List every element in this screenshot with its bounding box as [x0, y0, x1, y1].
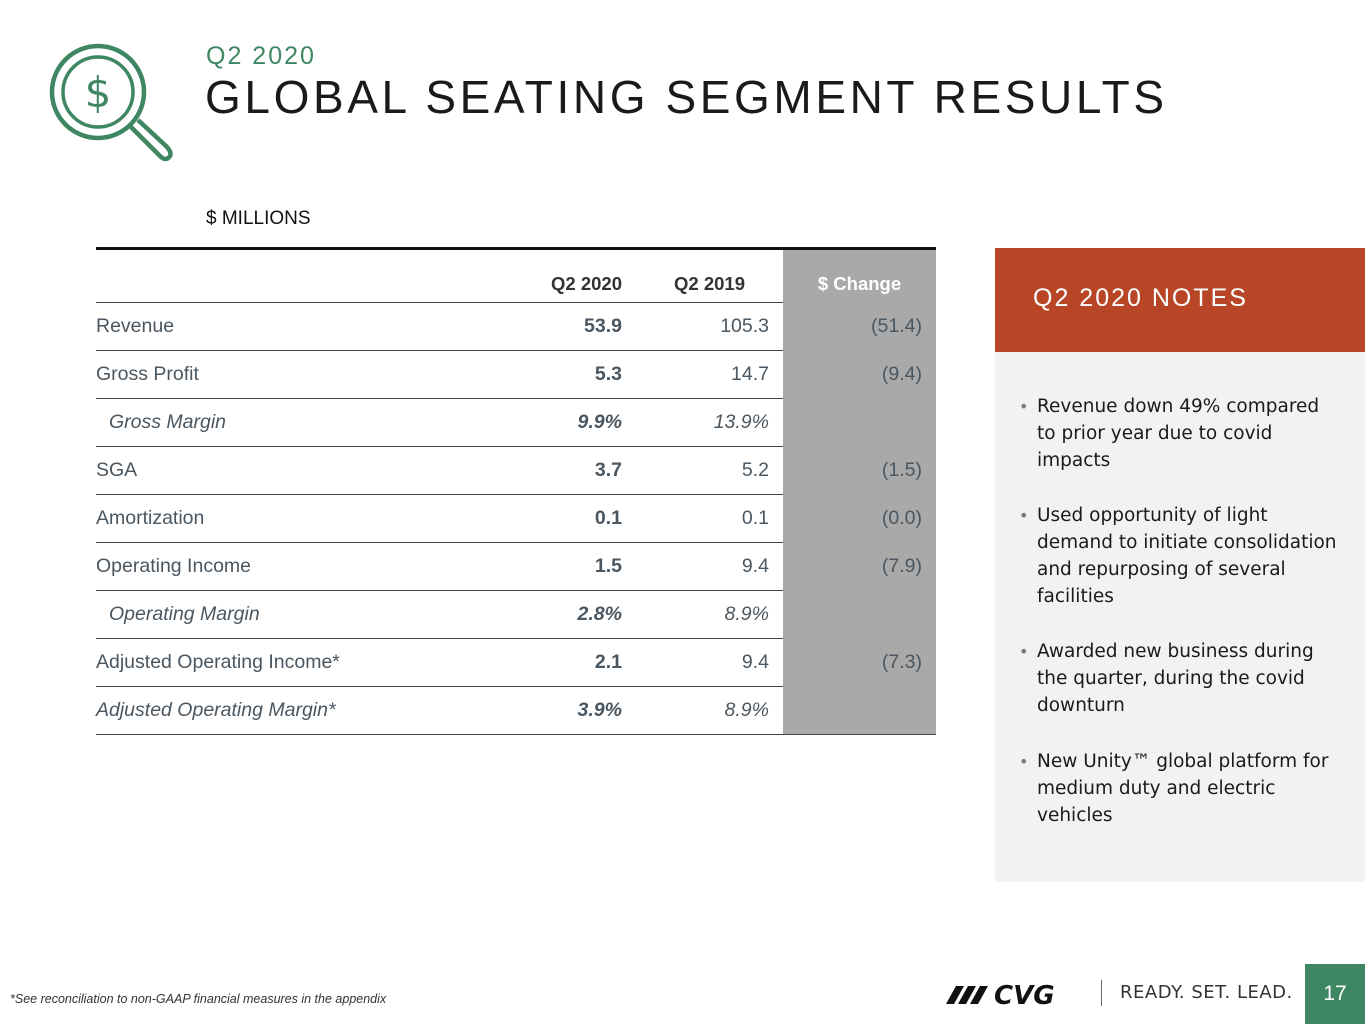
table-row	[96, 350, 936, 399]
notes-panel	[995, 352, 1365, 882]
table-top-rule	[96, 247, 936, 250]
row-q2-2020: 53.9	[584, 314, 622, 337]
row-label: Gross Profit	[96, 362, 199, 385]
row-label: Operating Income	[96, 554, 252, 577]
row-q2-2019: 8.9%	[724, 602, 769, 625]
row-q2-2019: 5.2	[741, 458, 769, 481]
table-row	[96, 494, 936, 543]
note-text: New Unity™ global platform for medium duty and electric vehicles	[1037, 751, 1329, 826]
row-change: (0.0)	[783, 494, 936, 542]
row-q2-2020: 9.9%	[577, 410, 622, 433]
table-row	[96, 590, 936, 639]
header-change: $ Change	[783, 247, 936, 302]
note-text: Awarded new business during the quarter, during the covid downturn	[1037, 641, 1314, 716]
header-label-cell	[96, 247, 516, 302]
row-label: Operating Margin	[109, 602, 260, 625]
row-label: Revenue	[96, 314, 175, 337]
logo-divider	[1101, 980, 1102, 1006]
note-item	[1017, 748, 1337, 829]
table-row	[96, 542, 936, 591]
header-q2-2020: Q2 2020	[551, 272, 622, 294]
table-header-row	[96, 247, 936, 303]
dollar-magnifier-icon	[48, 40, 174, 166]
row-q2-2020: 0.1	[594, 506, 622, 529]
row-change	[783, 590, 936, 638]
table-row	[96, 446, 936, 495]
table-row	[96, 302, 936, 351]
row-q2-2019: 0.1	[741, 506, 769, 529]
page-number: 17	[1305, 964, 1365, 1024]
bullet-icon: •	[1019, 642, 1029, 661]
bullet-icon: •	[1019, 397, 1029, 416]
row-q2-2020: 3.7	[594, 458, 622, 481]
row-q2-2019: 9.4	[741, 554, 769, 577]
row-q2-2020: 2.1	[594, 650, 622, 673]
row-change: (7.3)	[783, 638, 936, 686]
svg-text:$: $	[84, 68, 112, 117]
row-q2-2019: 14.7	[731, 362, 769, 385]
row-q2-2020: 1.5	[594, 554, 622, 577]
cvg-logo	[944, 978, 1084, 1006]
row-q2-2020: 2.8%	[577, 602, 622, 625]
row-q2-2020: 3.9%	[577, 698, 622, 721]
table-row	[96, 638, 936, 687]
tagline: READY. SET. LEAD.	[1120, 982, 1293, 1003]
note-item	[1017, 393, 1337, 474]
row-change: (51.4)	[783, 302, 936, 350]
notes-title: Q2 2020 NOTES	[1033, 284, 1248, 312]
note-item	[1017, 502, 1337, 610]
row-q2-2019: 13.9%	[713, 410, 769, 433]
row-change	[783, 398, 936, 446]
note-text: Used opportunity of light demand to initiate consolidation and repurposing of several facilities	[1037, 505, 1337, 607]
svg-text:CVG: CVG	[994, 981, 1055, 1006]
row-change: (9.4)	[783, 350, 936, 398]
row-q2-2019: 8.9%	[724, 698, 769, 721]
note-text: Revenue down 49% compared to prior year due to covid impacts	[1037, 396, 1320, 471]
footnote: *See reconciliation to non-GAAP financial measures in the appendix	[10, 992, 387, 1006]
bullet-icon: •	[1019, 506, 1029, 525]
row-change: (1.5)	[783, 446, 936, 494]
row-label: Adjusted Operating Margin*	[96, 698, 336, 721]
units-label: $ MILLIONS	[206, 208, 311, 229]
table-row	[96, 686, 936, 735]
row-label: Gross Margin	[109, 410, 227, 433]
notes-header	[995, 248, 1365, 352]
row-label: SGA	[96, 458, 138, 481]
slide-eyebrow: Q2 2020	[206, 42, 316, 70]
row-label: Amortization	[96, 506, 205, 529]
row-change	[783, 686, 936, 734]
table-row	[96, 398, 936, 447]
row-q2-2019: 105.3	[720, 314, 769, 337]
slide-title: GLOBAL SEATING SEGMENT RESULTS	[205, 71, 1168, 123]
note-item	[1017, 638, 1337, 719]
row-change: (7.9)	[783, 542, 936, 590]
row-label: Adjusted Operating Income*	[96, 650, 340, 673]
header-q2-2019: Q2 2019	[674, 272, 745, 294]
row-q2-2019: 9.4	[741, 650, 769, 673]
row-q2-2020: 5.3	[594, 362, 622, 385]
bullet-icon: •	[1019, 752, 1029, 771]
